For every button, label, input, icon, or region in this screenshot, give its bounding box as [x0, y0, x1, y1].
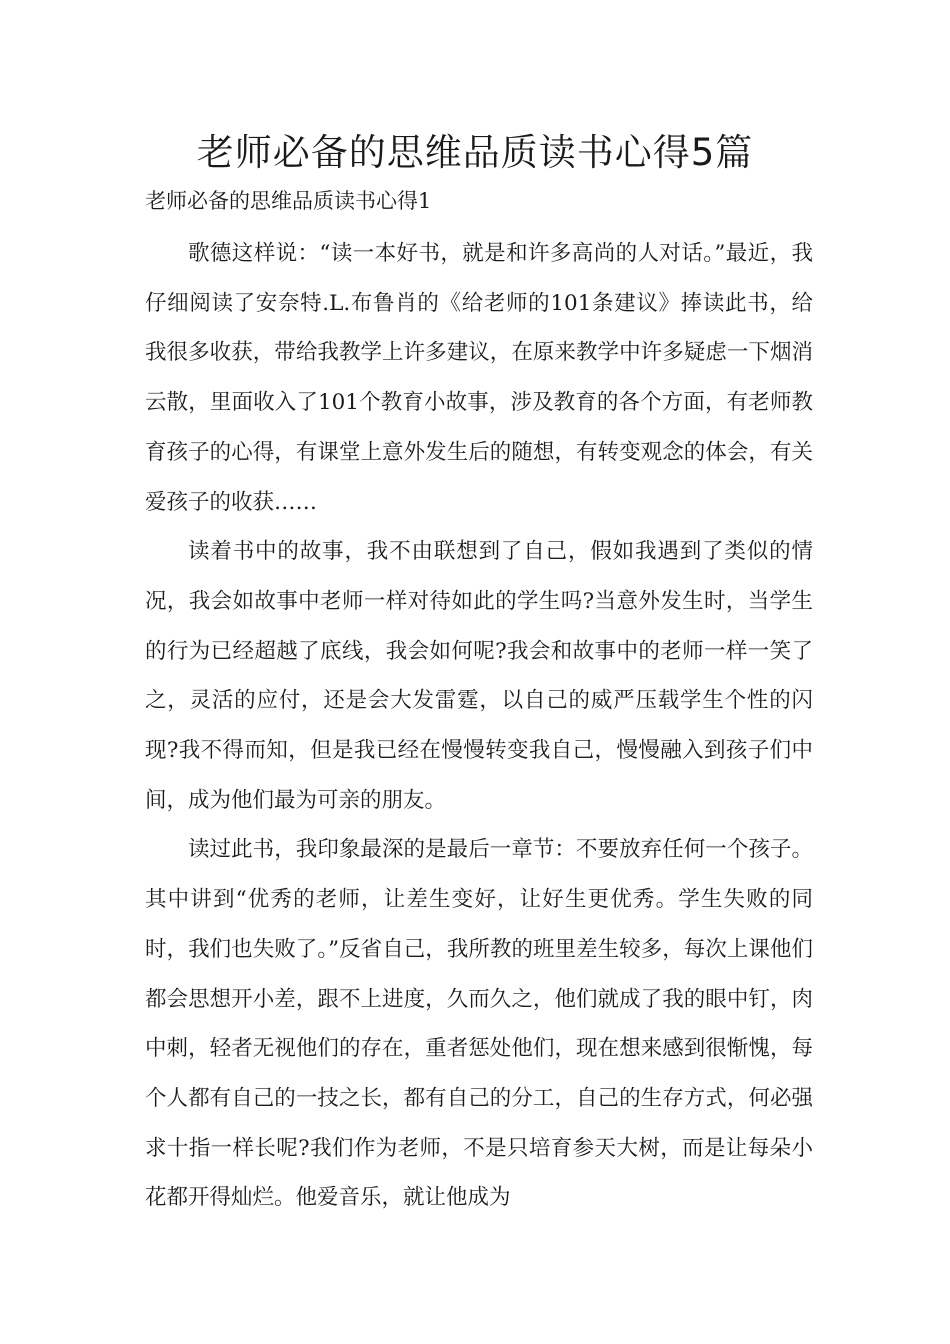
- paragraph-1: 歌德这样说：“读一本好书，就是和许多高尚的人对话。”最近，我仔细阅读了安奈特.L.布鲁肖的《给老师的101条建议》捧读此书，给我很多收获，带给我教学上许多建议，在原来教学中许多疑虑一下烟消云散，里面收入了101个教育小故事，涉及教育的各个方面，有老师教育孩子的心得，有课堂上意外发生后的随想，有转变观念的体会，有关爱孩子的收获……: [145, 241, 813, 515]
- section-heading: 老师必备的思维品质读书心得1: [145, 189, 432, 213]
- document-title: 老师必备的思维品质读书心得5篇: [196, 131, 754, 174]
- body-text: [145, 229, 813, 1223]
- paragraph-2: 读着书中的故事，我不由联想到了自己，假如我遇到了类似的情况，我会如故事中老师一样对待如此的学生吗?当意外发生时，当学生的行为已经超越了底线，我会如何呢?我会和故事中的老师一样一笑了之，灵活的应付，还是会大发雷霆，以自己的威严压载学生个性的闪现?我不得而知，但是我已经在慢慢转变我自己，慢慢融入到孩子们中间，成为他们最为可亲的朋友。: [145, 539, 813, 813]
- paragraph-3: 读过此书，我印象最深的是最后一章节：不要放弃任何一个孩子。其中讲到“优秀的老师，让差生变好，让好生更优秀。学生失败的同时，我们也失败了。”反省自己，我所教的班里差生较多，每次上课他们都会思想开小差，跟不上进度，久而久之，他们就成了我的眼中钉，肉中刺，轻者无视他们的存在，重者惩处他们，现在想来感到很惭愧，每个人都有自己的一技之长，都有自己的分工，自己的生存方式，何必强求十指一样长呢?我们作为老师，不是只培育参天大树，而是让每朵小花都开得灿烂。他爱音乐，就让他成为: [145, 837, 813, 1211]
